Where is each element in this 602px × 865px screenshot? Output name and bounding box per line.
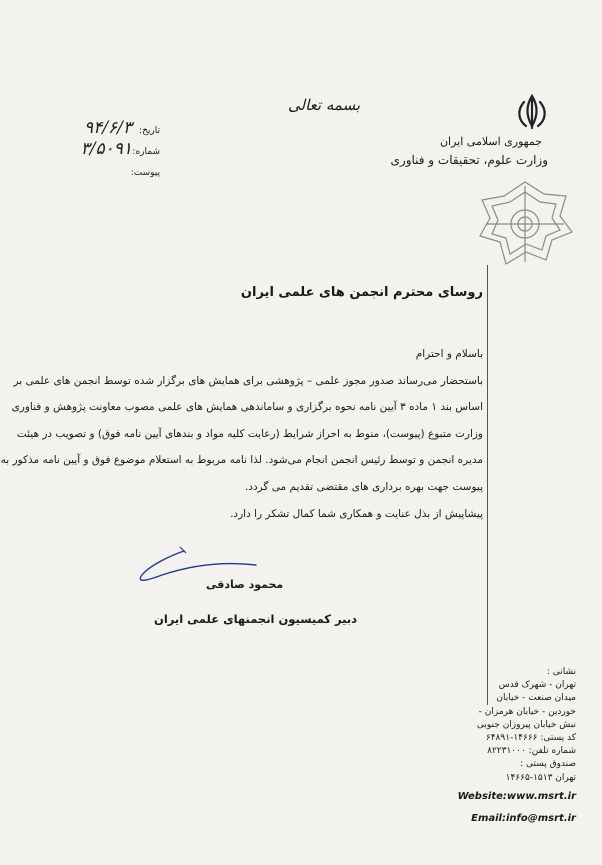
number-value: ۳/۵۰۹۱ [80, 139, 132, 159]
signer-name: محمود صادقی [206, 578, 284, 591]
org-name-line1: جمهوری اسلامی ایران [439, 135, 542, 148]
date-value: ۹۴/۶/۳ [84, 118, 132, 138]
address-line: کد پستی: ۱۴۶۶۶-۶۴۸۹۱ [485, 732, 576, 743]
date-label: تاریخ: [139, 126, 160, 136]
address-line: میدان صنعت - خیابان [496, 693, 576, 704]
handwritten-signature [132, 545, 262, 600]
body-line: باستحضار می‌رساند صدور مجوز علمی – پژوهشی برای همایش های برگزار شده توسط انجمن های علمی بر [13, 374, 483, 387]
margin-divider [487, 265, 488, 705]
islamic-ornament-icon [466, 176, 584, 272]
number-label: شماره: [132, 147, 160, 157]
letter-body [0, 343, 483, 529]
address-line: صندوق پستی : [520, 759, 576, 770]
number-row [50, 141, 160, 162]
org-name-line2: وزارت علوم، تحقیقات و فناوری [390, 153, 548, 167]
body-line: وزارت متبوع (پیوست)، منوط به احراز شرایط (رعایت کلیه مواد و بندهای آیین نامه فوق) و تصویب در هیئت [16, 427, 483, 440]
body-line: مدیره انجمن و توسط رئیس انجمن انجام می‌شود. لذا نامه مربوط به استعلام موضوع فوق و آیین نامه مذکور به [0, 454, 483, 467]
address-block [436, 666, 576, 829]
website-link[interactable]: Website:www.msrt.ir [457, 790, 576, 802]
iran-emblem-icon [512, 92, 552, 132]
addressee: روسای محترم انجمن های علمی ایران [240, 285, 483, 300]
email-link[interactable]: Email:info@msrt.ir [471, 812, 576, 824]
basmala-heading: بسمه تعالی [288, 96, 361, 114]
address-line: نشانی : [546, 667, 576, 677]
body-line: باسلام و احترام [415, 348, 483, 360]
body-line: پیشاپیش از بذل عنایت و همکاری شما کمال تشکر را دارد. [230, 507, 483, 520]
date-row [50, 120, 160, 141]
attachment-label: پیوست: [130, 168, 160, 178]
address-line: خوردین - خیابان هرمزان - [478, 706, 576, 717]
signer-title: دبیر کمیسیون انجمنهای علمی ایران [154, 612, 358, 626]
address-line: نبش خیابان پیروزان جنوبی [476, 719, 576, 730]
address-line: تهران - شهرک قدس [498, 680, 576, 691]
body-line: پیوست جهت بهره برداری های مقتضی تقدیم می گردد. [244, 480, 483, 493]
letter-meta [50, 120, 160, 183]
address-line: تهران ۱۵۱۳-۱۴۶۶۵ [505, 772, 576, 783]
attachment-row [50, 162, 160, 183]
address-line: شماره تلفن: ۸۲۲۳۱۰۰۰ [487, 746, 576, 757]
body-line: اساس بند ۱ ماده ۳ آیین نامه نحوه برگزاری و ساماندهی همایش های علمی مصوب معاونت پژوهش و فناوری [11, 401, 483, 414]
